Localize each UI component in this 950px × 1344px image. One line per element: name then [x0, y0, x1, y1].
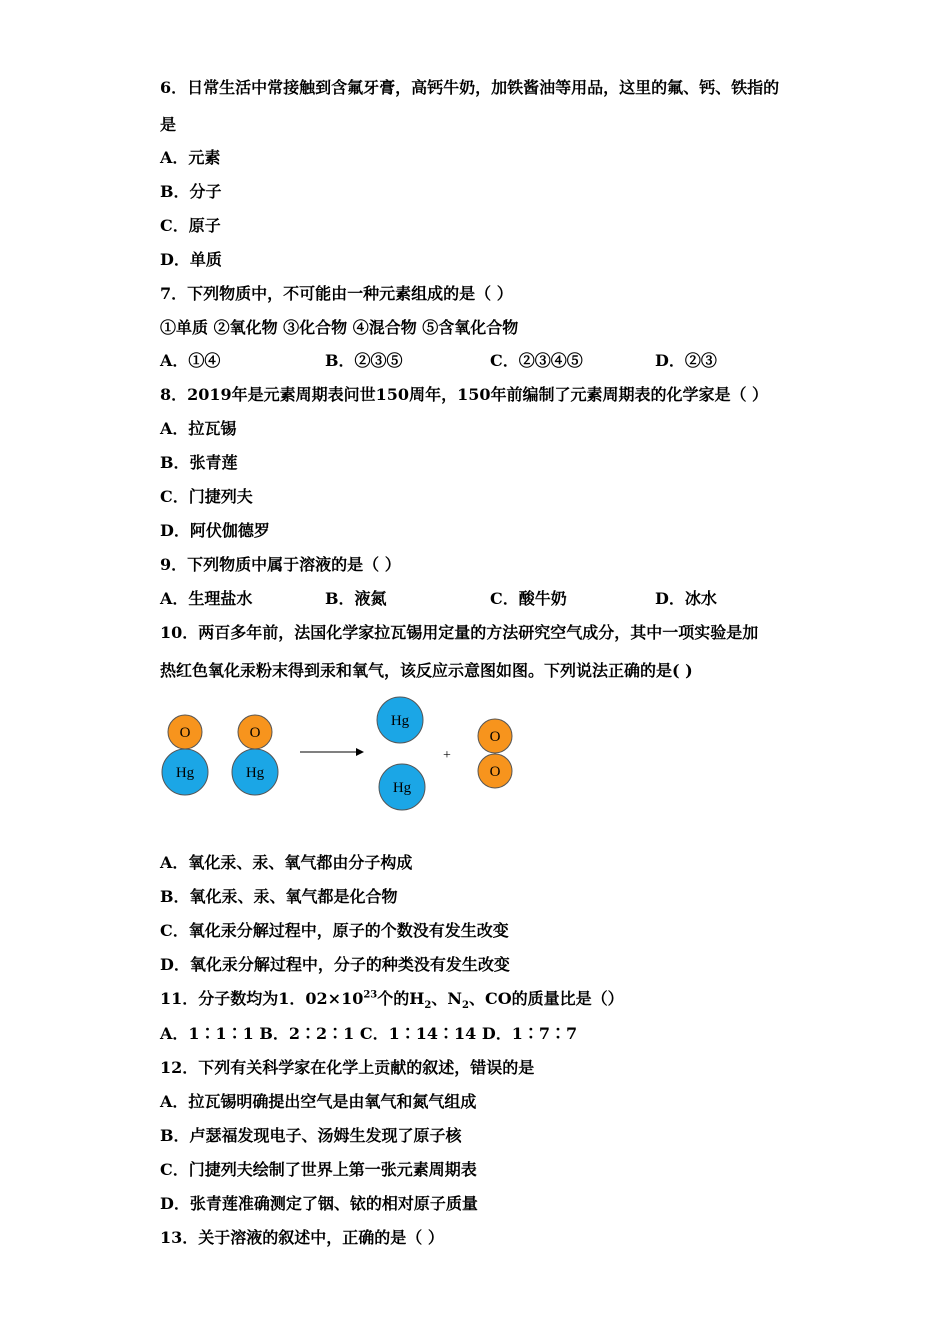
q9-options — [160, 589, 820, 609]
oxygen-molecule — [478, 719, 512, 788]
q6-option-c: C．原子 — [160, 216, 221, 235]
q10-option-c: C．氧化汞分解过程中，原子的个数没有发生改变 — [160, 921, 509, 940]
q6-option-b: B．分子 — [160, 182, 222, 201]
q7-option-d: D．②③ — [655, 351, 717, 370]
q6-stem-line1: 6．日常生活中常接触到含氟牙膏，高钙牛奶，加铁酱油等用品，这里的氟、钙、铁指的 — [160, 78, 780, 97]
reaction-arrow — [300, 748, 364, 756]
q8-option-a: A．拉瓦锡 — [160, 419, 237, 438]
q9-stem: 9．下列物质中属于溶液的是（ ） — [160, 555, 401, 574]
q9-option-a: A．生理盐水 — [160, 589, 253, 608]
q7-option-a: A．①④ — [160, 351, 221, 370]
oxygen-atom-label: O — [489, 729, 501, 745]
q7-stem: 7．下列物质中，不可能由一种元素组成的是（ ） — [160, 284, 513, 303]
q12-option-a: A．拉瓦锡明确提出空气是由氧气和氮气组成 — [160, 1092, 477, 1111]
q6-option-d: D．单质 — [160, 250, 222, 269]
q10-option-b: B．氧化汞、汞、氧气都是化合物 — [160, 887, 398, 906]
q10-option-a: A．氧化汞、汞、氧气都由分子构成 — [160, 853, 413, 872]
oxygen-atom-label: O — [489, 764, 501, 780]
q10-stem-line2: 热红色氧化汞粉末得到汞和氧气，该反应示意图如图。下列说法正确的是( ) — [160, 661, 693, 680]
q9-option-b: B．液氮 — [325, 589, 387, 608]
q8-stem: 8．2019年是元素周期表问世150周年，150年前编制了元素周期表的化学家是（ ） — [160, 385, 769, 404]
mercury-atom-label: Hg — [245, 765, 265, 781]
q12-option-b: B．卢瑟福发现电子、汤姆生发现了原子核 — [160, 1126, 462, 1145]
q12-stem: 12．下列有关科学家在化学上贡献的叙述，错误的是 — [160, 1058, 535, 1077]
q9-option-d: D．冰水 — [655, 589, 717, 608]
q12-option-d: D．张青莲准确测定了铟、铱的相对原子质量 — [160, 1194, 478, 1213]
q8-option-b: B．张青莲 — [160, 453, 238, 472]
mercury-product — [377, 697, 425, 810]
oxygen-atom-label: O — [179, 725, 191, 741]
q7-option-c: C．②③④⑤ — [490, 351, 583, 370]
hgo-molecule-2 — [232, 715, 278, 795]
q6-stem-line2: 是 — [160, 115, 177, 134]
q7-items: ①单质 ②氧化物 ③化合物 ④混合物 ⑤含氧化合物 — [160, 318, 519, 337]
q10-stem-line1: 10．两百多年前，法国化学家拉瓦锡用定量的方法研究空气成分，其中一项实验是加 — [160, 623, 759, 642]
q12-option-c: C．门捷列夫绘制了世界上第一张元素周期表 — [160, 1160, 477, 1179]
q13-stem: 13．关于溶液的叙述中，正确的是（ ） — [160, 1228, 444, 1247]
q11-stem: 11．分子数均为1．$02\times 10^{23}$个的$H_2$、$N_2$、CO的质量比是（） — [160, 989, 624, 1012]
mercury-atom-label: Hg — [175, 765, 195, 781]
mercury-atom-label: Hg — [390, 713, 410, 729]
plus-sign: + — [443, 748, 451, 763]
q9-option-c: C．酸牛奶 — [490, 589, 567, 608]
oxygen-atom-label: O — [249, 725, 261, 741]
hgo-molecule-1 — [162, 715, 208, 795]
q10-option-d: D．氧化汞分解过程中，分子的种类没有发生改变 — [160, 955, 510, 974]
mercury-atom-label: Hg — [392, 780, 412, 796]
q7-options — [160, 351, 820, 371]
q8-option-c: C．门捷列夫 — [160, 487, 253, 506]
q8-option-d: D．阿伏伽德罗 — [160, 521, 270, 540]
reaction-diagram — [155, 695, 515, 820]
q7-option-b: B．②③⑤ — [325, 351, 403, 370]
q6-option-a: A．元素 — [160, 148, 221, 167]
q11-options: A．1∶1∶1 B．2∶2∶1 C．1∶14∶14 D．1∶7∶7 — [160, 1024, 578, 1043]
